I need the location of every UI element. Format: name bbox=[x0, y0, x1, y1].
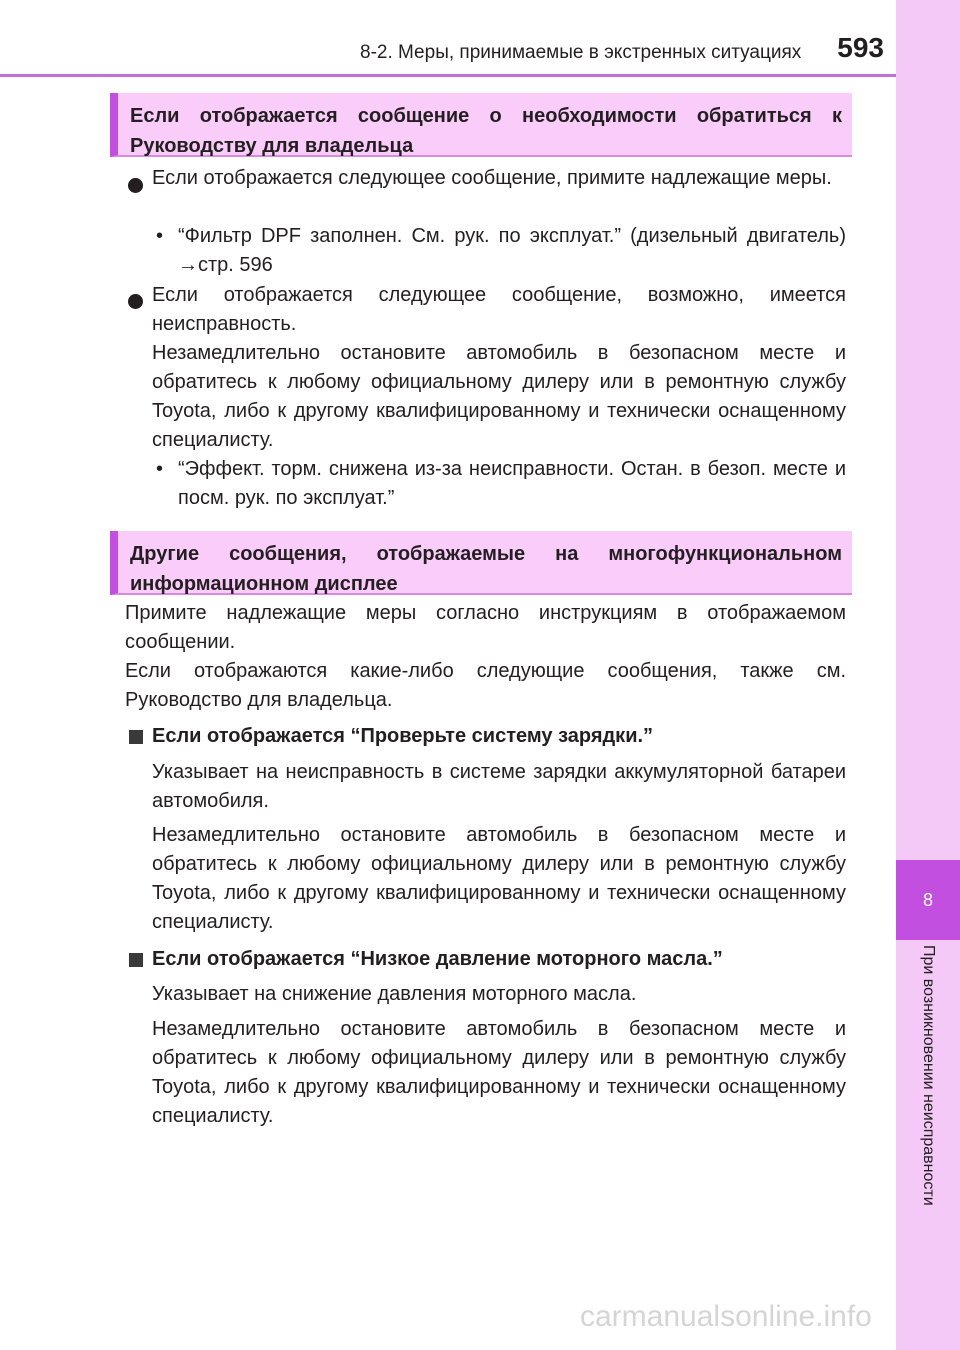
section-title: 8-2. Меры, принимаемые в экстренных ситуациях bbox=[360, 42, 802, 63]
body-paragraph: Указывает на снижение давления моторного масла. bbox=[152, 983, 637, 1005]
chapter-title-vertical bbox=[896, 945, 960, 1245]
bullet-text: Если отображается следующее сообщение, возможно, имеется неисправность. bbox=[152, 284, 846, 335]
instruction-paragraph: Незамедлительно остановите автомобиль в безопасном месте и обратитесь к любому официальному дилеру или в ремонтную службу Toyota, либо к другому квалифицированному и технически оснащенному специалисту. bbox=[152, 1018, 846, 1127]
section-box-owners-manual bbox=[110, 93, 852, 157]
instruction-paragraph: Незамедлительно остановите автомобиль в безопасном месте и обратитесь к любому официальному дилеру или в ремонтную службу Toyota, либо к другому квалифицированному и технически оснащенному специалисту. bbox=[152, 342, 846, 451]
bullet-text: Если отображается следующее сообщение, примите надлежащие меры. bbox=[152, 167, 832, 189]
section-box-other-messages bbox=[110, 531, 852, 595]
box-title: Если отображается сообщение о необходимости обратиться к Руководству для владельца bbox=[130, 105, 842, 157]
intro-paragraph: Если отображаются какие-либо следующие сообщения, также см. Руководство для владельца. bbox=[125, 660, 846, 711]
side-tab-top bbox=[896, 0, 960, 860]
intro-paragraph: Примите надлежащие меры согласно инструкциям в отображаемом сообщении. bbox=[125, 602, 846, 653]
instruction-paragraph: Незамедлительно остановите автомобиль в безопасном месте и обратитесь к любому официальному дилеру или в ремонтную службу Toyota, либо к другому квалифицированному и технически оснащенному специалисту. bbox=[152, 824, 846, 933]
chapter-title: При возникновении неисправности bbox=[920, 945, 937, 1206]
bullet-dot-icon bbox=[128, 178, 143, 193]
message-dpf-full: “Фильтр DPF заполнен. См. рук. по эксплуат.” (дизельный двигатель) →стр. 596 bbox=[178, 225, 846, 276]
header-divider bbox=[0, 74, 896, 77]
chapter-tab[interactable] bbox=[896, 860, 960, 940]
subheading-oil-pressure: Если отображается “Низкое давление моторного масла.” bbox=[152, 948, 723, 970]
page-number: 593 bbox=[837, 32, 884, 63]
square-bullet-icon bbox=[129, 953, 143, 967]
bullet-dot-icon bbox=[128, 294, 143, 309]
chapter-number: 8 bbox=[922, 889, 933, 910]
sub-bullet-icon: • bbox=[156, 225, 164, 247]
square-bullet-icon bbox=[129, 730, 143, 744]
message-brake-effect: “Эффект. торм. снижена из-за неисправности. Остан. в безоп. месте и посм. рук. по эксплуат.” bbox=[178, 458, 846, 509]
subheading-charging: Если отображается “Проверьте систему зарядки.” bbox=[152, 725, 654, 747]
body-paragraph: Указывает на неисправность в системе зарядки аккумуляторной батареи автомобиля. bbox=[152, 761, 846, 812]
watermark: carmanualsonline.info bbox=[580, 1300, 872, 1333]
box-title: Другие сообщения, отображаемые на многофункциональном информационном дисплее bbox=[130, 543, 842, 595]
sub-bullet-icon: • bbox=[156, 458, 164, 480]
